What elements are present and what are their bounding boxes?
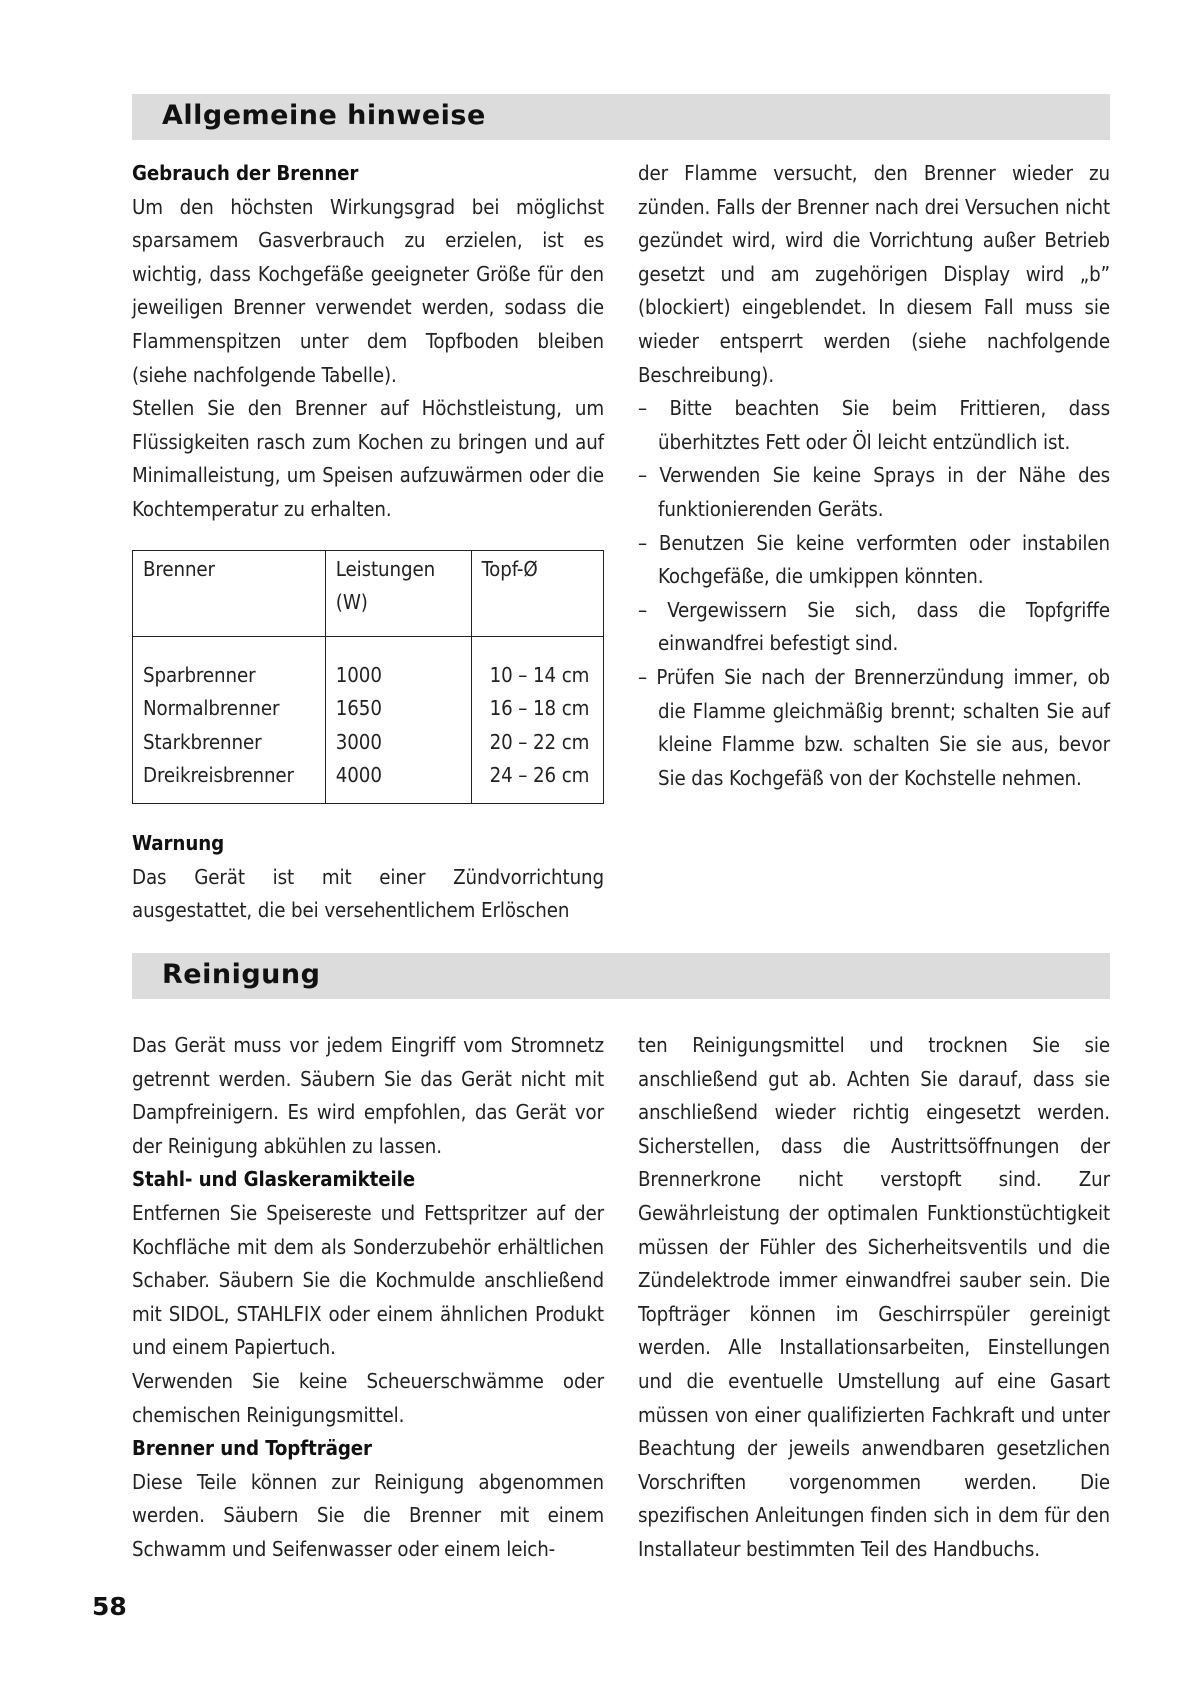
burner-table-header-power: Leistungen (W)	[325, 550, 471, 636]
general-left-column	[132, 157, 604, 928]
warning-heading: Warnung	[132, 830, 225, 855]
steel-paragraph-2: Verwenden Sie keine Scheuerschwämme oder chemischen Reinigungsmittel.	[132, 1368, 604, 1427]
burner-cleaning-paragraph-continued: ten Reinigungsmittel und trocknen Sie sie anschließend gut ab. Achten Sie darauf, dass sie anschließend wieder richtig eingesetzt werden. Sicherstellen, dass die Austrittsöffnungen der Brennerkrone nicht verstopft sind. Zur Gewährleistung der optimalen Funktionstüchtigkeit müssen der Fühler des Sicherheitsventils und die Zündelektrode immer einwandfrei sauber sein. Die Topfträger können im Geschirrspüler gereinigt werden. Alle Installationsarbeiten, Einstellungen und die eventuelle Umstellung auf eine Gasart müssen von einer qualifizierten Fachkraft und unter Beachtung der jeweils anwendbaren gesetzlichen Vorschriften vorgenommen werden. Die spezifischen Anleitungen finden sich in dem für den Installateur bestimmten Teil des Handbuchs.	[638, 1033, 1110, 1561]
burner-cleaning-paragraph-start: Diese Teile können zur Reinigung abgenommen werden. Säubern Sie die Brenner mit einem Schwamm und Seifenwasser oder einem leich-	[132, 1469, 604, 1561]
section-header-general	[132, 94, 1110, 140]
burner-table-header-row	[133, 550, 604, 636]
cleaning-left-column	[132, 1029, 604, 1567]
burner-power: 3000	[335, 729, 382, 754]
page-number: 58	[92, 1592, 127, 1621]
burner-table-pot-cell	[471, 636, 603, 803]
section-title-general: Allgemeine hinweise	[162, 100, 486, 131]
burner-table-names-cell	[133, 636, 326, 803]
burner-name: Sparbrenner	[143, 662, 256, 687]
burner-use-paragraph-2: Stellen Sie den Brenner auf Höchstleistung, um Flüssigkeiten rasch zum Kochen zu bringen und auf Minimalleistung, um Speisen aufzuwärmen oder die Kochtemperatur zu erhalten.	[132, 396, 604, 521]
safety-bullet: – Bitte beachten Sie beim Frittieren, dass überhitztes Fett oder Öl leicht entzündlich ist.	[638, 396, 1110, 454]
safety-bullet: – Prüfen Sie nach der Brennerzündung immer, ob die Flamme gleichmäßig brennt; schalten Sie auf kleine Flamme bzw. schalten Sie sie aus, bevor Sie das Kochgefäß von der Kochstelle nehmen.	[638, 664, 1110, 790]
burner-name: Normalbrenner	[143, 696, 280, 721]
burner-power: 1000	[335, 662, 382, 687]
warning-paragraph-start: Das Gerät ist mit einer Zündvorrichtung ausgestattet, die bei versehentlichem Erlöschen	[132, 864, 604, 923]
burner-table-header-pot: Topf-Ø	[471, 550, 603, 636]
safety-bullet: – Verwenden Sie keine Sprays in der Nähe des funktionierenden Geräts.	[638, 463, 1110, 521]
burner-cleaning-heading: Brenner und Topfträger	[132, 1436, 372, 1461]
burner-pot-size: 10 – 14 cm	[489, 662, 590, 687]
steel-paragraph-1: Entfernen Sie Speisereste und Fettspritzer auf der Kochfläche mit dem als Sonderzubehör erhältlichen Schaber. Säubern Sie die Kochmulde anschließend mit SIDOL, STAHLFIX oder einem ähnlichen Produkt und einem Papiertuch.	[132, 1200, 604, 1360]
burner-name: Dreikreisbrenner	[143, 763, 294, 788]
general-right-column	[638, 157, 1110, 795]
burner-table-body-row	[133, 636, 604, 803]
burner-pot-size: 24 – 26 cm	[489, 763, 590, 788]
steel-heading: Stahl- und Glaskeramikteile	[132, 1167, 416, 1192]
burner-table	[132, 550, 604, 804]
burner-name: Starkbrenner	[143, 729, 262, 754]
burner-power: 4000	[335, 763, 382, 788]
safety-bullet: – Vergewissern Sie sich, dass die Topfgriffe einwandfrei befestigt sind.	[638, 597, 1110, 656]
burner-table-header-burner: Brenner	[133, 550, 326, 636]
safety-bullet: – Benutzen Sie keine verformten oder instabilen Kochgefäße, die umkippen könnten.	[638, 530, 1110, 589]
section-title-cleaning: Reinigung	[162, 959, 321, 990]
cleaning-intro: Das Gerät muss vor jedem Eingriff vom Stromnetz getrennt werden. Säubern Sie das Gerät nicht mit Dampfreinigern. Es wird empfohlen, das Gerät vor der Reinigung abkühlen zu lassen.	[132, 1033, 604, 1158]
burner-use-heading: Gebrauch der Brenner	[132, 161, 359, 185]
burner-table-power-cell	[325, 636, 471, 803]
section-header-cleaning	[132, 953, 1110, 999]
burner-pot-size: 20 – 22 cm	[489, 729, 590, 754]
burner-use-paragraph-1: Um den höchsten Wirkungsgrad bei möglichst sparsamem Gasverbrauch zu erzielen, ist es wichtig, dass Kochgefäße geeigneter Größe für den jeweiligen Brenner verwendet werden, sodass die Flammenspitzen unter dem Topfboden bleiben (siehe nachfolgende Tabelle).	[132, 194, 604, 387]
burner-power: 1650	[335, 696, 382, 721]
warning-paragraph-continued: der Flamme versucht, den Brenner wieder zu zünden. Falls der Brenner nach drei Versuchen nicht gezündet wird, wird die Vorrichtung außer Betrieb gesetzt und am zugehörigen Display wird „b” (blockiert) eingeblendet. In diesem Fall muss sie wieder entsperrt werden (siehe nachfolgende Beschreibung).	[638, 161, 1110, 387]
cleaning-right-column	[638, 1029, 1110, 1567]
burner-pot-size: 16 – 18 cm	[489, 696, 590, 721]
